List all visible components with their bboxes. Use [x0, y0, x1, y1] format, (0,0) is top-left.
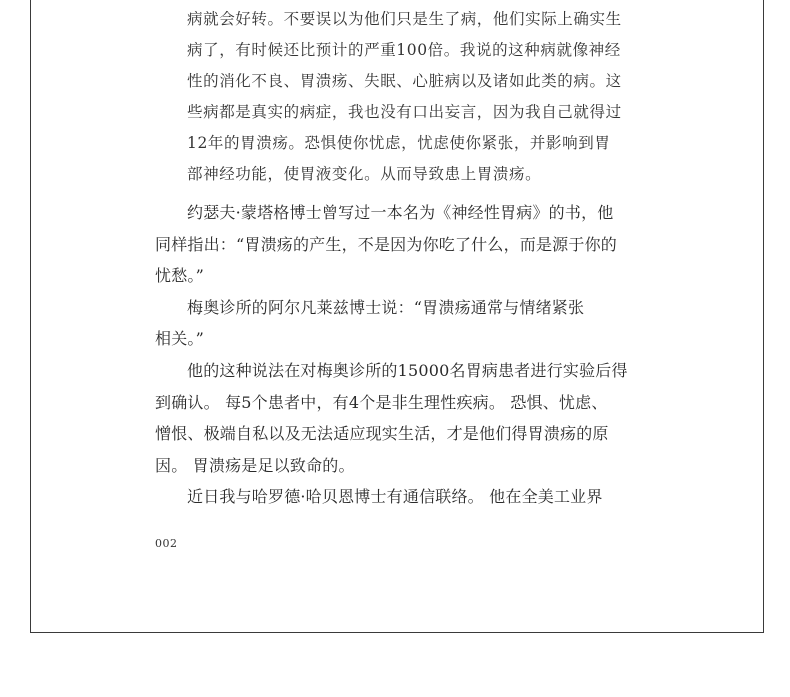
paragraph-line: 忧愁。” [155, 266, 204, 286]
paragraph-line: 因。 胃溃疡是足以致命的。 [155, 455, 355, 475]
quote-line: 病了，有时候还比预计的严重100倍。我说的这种病就像神经 [187, 41, 621, 59]
quote-line: 12年的胃溃疡。恐惧使你忧虑，忧虑使你紧张，并影响到胃 [187, 134, 611, 152]
quote-line: 部神经功能，使胃液变化。从而导致患上胃溃疡。 [187, 165, 542, 183]
paragraph-line: 相关。” [155, 329, 204, 349]
page-number: 002 [155, 537, 178, 550]
quote-line: 病就会好转。不要误以为他们只是生了病，他们实际上确实生 [187, 10, 622, 28]
paragraph-first-line: 近日我与哈罗德·哈贝恩博士有通信联络。 他在全美工业界 [187, 487, 603, 507]
quote-line: 些病都是真实的病症，我也没有口出妄言，因为我自己就得过 [187, 103, 622, 121]
paragraph-line: 憎恨、极端自私以及无法适应现实生活，才是他们得胃溃疡的原 [155, 424, 609, 444]
paragraph-first-line: 梅奥诊所的阿尔凡莱兹博士说：“胃溃疡通常与情绪紧张 [187, 297, 585, 317]
paragraph-line: 到确认。 每5个患者中，有4个是非生理性疾病。 恐惧、忧虑、 [155, 392, 608, 412]
paragraph-first-line: 约瑟夫·蒙塔格博士曾写过一本名为《神经性胃病》的书，他 [187, 203, 614, 222]
paragraph-line: 同样指出：“胃溃疡的产生，不是因为你吃了什么，而是源于你的 [155, 234, 617, 254]
body-text [155, 197, 643, 513]
quote-line: 性的消化不良、胃溃疡、失眠、心脏病以及诸如此类的病。这 [187, 72, 622, 90]
indented-quote-block [187, 4, 643, 190]
paragraph-first-line: 他的这种说法在对梅奥诊所的15000名胃病患者进行实验后得 [187, 360, 628, 380]
